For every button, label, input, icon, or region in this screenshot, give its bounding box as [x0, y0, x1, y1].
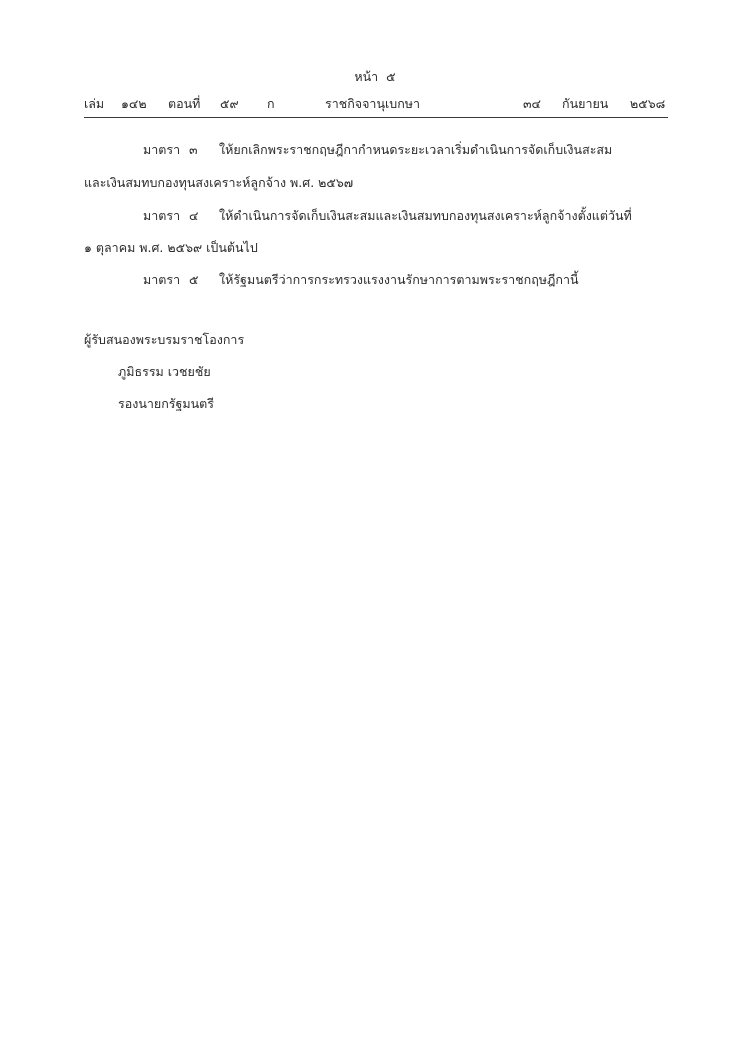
section-text: ให้ยกเลิกพระราชกฤษฎีกากำหนดระยะเวลาเริ่มดำเนินการจัดเก็บเงินสะสม: [219, 142, 613, 157]
volume-number: ๑๔๒: [121, 96, 147, 111]
section-3-continuation: และเงินสมทบกองทุนสงเคราะห์ลูกจ้าง พ.ศ. ๒๕๖๗: [84, 175, 354, 190]
section-letter: ก: [267, 96, 275, 111]
publication-day: ๓๔: [523, 96, 542, 111]
section-4-continuation: ๑ ตุลาคม พ.ศ. ๒๕๖๙ เป็นต้นไป: [84, 240, 258, 255]
section-number: ๓: [189, 142, 198, 157]
section-text: ให้ดำเนินการจัดเก็บเงินสะสมและเงินสมทบกองทุนสงเคราะห์ลูกจ้างตั้งแต่วันที่: [219, 208, 632, 223]
publication-month: กันยายน: [562, 96, 609, 111]
gazette-name: ราชกิจจานุเบกษา: [325, 96, 421, 111]
section-label: มาตรา: [143, 272, 181, 287]
page-number-line: [0, 67, 750, 87]
page-label: หน้า: [354, 69, 379, 84]
page-number: ๕: [386, 69, 396, 84]
section-3: [143, 140, 612, 160]
section-number: ๔: [189, 208, 199, 223]
section-5: [143, 270, 579, 290]
section-text: ให้รัฐมนตรีว่าการกระทรวงแรงงานรักษาการตามพระราชกฤษฎีกานี้: [219, 272, 579, 287]
publication-year: ๒๕๖๘: [630, 96, 666, 111]
gazette-header: [84, 94, 668, 112]
volume-label: เล่ม: [84, 96, 105, 111]
section-label: มาตรา: [143, 142, 181, 157]
section-label: มาตรา: [143, 208, 181, 223]
countersign-label: ผู้รับสนองพระบรมราชโองการ: [84, 332, 245, 347]
signer-title: รองนายกรัฐมนตรี: [118, 396, 215, 411]
signer-name: ภูมิธรรม เวชยชัย: [118, 364, 211, 379]
header-divider: [84, 117, 668, 118]
issue-number: ๕๙: [220, 96, 239, 111]
section-number: ๕: [189, 272, 199, 287]
section-4: [143, 206, 632, 226]
issue-label: ตอนที่: [168, 96, 201, 111]
